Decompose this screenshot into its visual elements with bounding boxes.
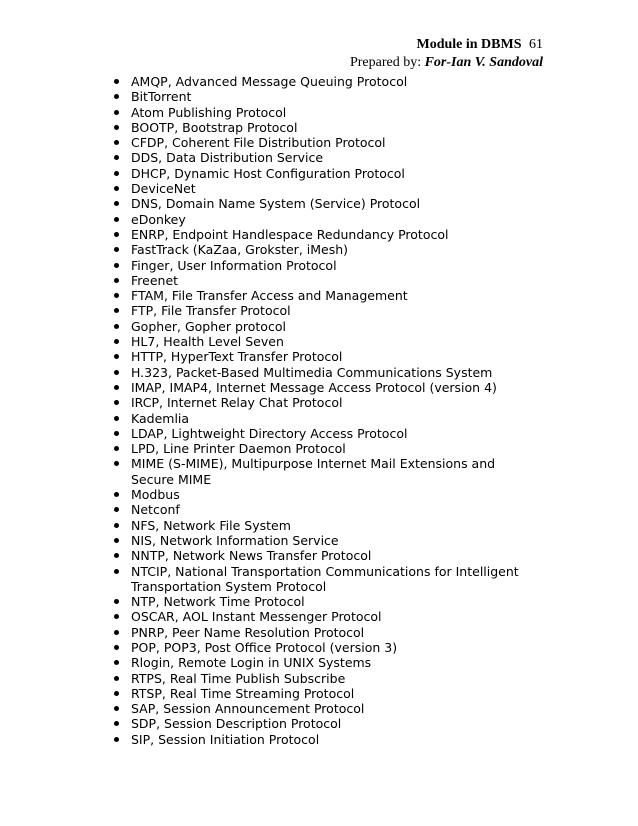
bullet-icon <box>114 385 119 390</box>
bullet-icon <box>114 308 119 313</box>
bullet-icon <box>114 553 119 558</box>
page-number: 61 <box>529 37 543 52</box>
list-item-text: SAP, Session Announcement Protocol <box>131 701 365 717</box>
bullet-icon <box>114 293 119 298</box>
list-item <box>114 426 534 441</box>
bullet-icon <box>114 125 119 130</box>
bullet-icon <box>114 431 119 436</box>
list-item <box>114 487 534 502</box>
list-item-text: RTPS, Real Time Publish Subscribe <box>131 670 346 686</box>
list-item <box>114 548 534 563</box>
list-item-text: NFS, Network File System <box>131 517 291 533</box>
list-item <box>114 135 534 150</box>
list-item-text: DDS, Data Distribution Service <box>131 150 324 166</box>
bullet-icon <box>114 354 119 359</box>
list-item-text: Netconf <box>131 502 180 518</box>
bullet-icon <box>114 263 119 268</box>
list-item <box>114 625 534 640</box>
list-item <box>114 594 534 609</box>
list-item-text: DHCP, Dynamic Host Configuration Protocol <box>131 165 405 181</box>
list-item-text: HL7, Health Level Seven <box>131 334 284 350</box>
list-item <box>114 502 534 517</box>
bullet-icon <box>114 538 119 543</box>
list-item <box>114 242 534 257</box>
bullet-icon <box>114 217 119 222</box>
bullet-icon <box>114 691 119 696</box>
list-item-text: CFDP, Coherent File Distribution Protocol <box>131 135 386 151</box>
bullet-icon <box>114 630 119 635</box>
list-item-text: Modbus <box>131 487 180 503</box>
list-item-text: Atom Publishing Protocol <box>131 104 287 120</box>
list-item <box>114 686 534 701</box>
page-header <box>350 36 543 72</box>
bullet-icon <box>114 676 119 681</box>
list-item-text: ENRP, Endpoint Handlespace Redundancy Protocol <box>131 226 449 242</box>
list-item-text: Rlogin, Remote Login in UNIX Systems <box>131 655 372 671</box>
list-item <box>114 732 534 747</box>
header-module-line <box>350 36 543 54</box>
bullet-icon <box>114 599 119 604</box>
list-item-text: DeviceNet <box>131 181 196 197</box>
list-item-text: Finger, User Information Protocol <box>131 257 337 273</box>
list-item-text: BOOTP, Bootstrap Protocol <box>131 119 298 135</box>
list-item-text: NTCIP, National Transportation Communications for Intelligent Transportation System Protocol <box>131 563 519 594</box>
list-item-text: Gopher, Gopher protocol <box>131 318 286 334</box>
list-item-text: FTP, File Transfer Protocol <box>131 303 291 319</box>
list-item-text: FastTrack (KaZaa, Grokster, iMesh) <box>131 242 349 258</box>
bullet-icon <box>114 201 119 206</box>
bullet-icon <box>114 339 119 344</box>
list-item-text: Freenet <box>131 272 179 288</box>
bullet-icon <box>114 232 119 237</box>
list-item <box>114 181 534 196</box>
list-item-text: RTSP, Real Time Streaming Protocol <box>131 685 355 701</box>
list-item <box>114 196 534 211</box>
bullet-icon <box>114 461 119 466</box>
bullet-icon <box>114 523 119 528</box>
bullet-icon <box>114 324 119 329</box>
prepared-by-label: Prepared by: <box>349 55 422 70</box>
bullet-icon <box>114 660 119 665</box>
bullet-icon <box>114 614 119 619</box>
bullet-icon <box>114 278 119 283</box>
list-item <box>114 258 534 273</box>
list-item-text: NNTP, Network News Transfer Protocol <box>131 548 372 564</box>
list-item <box>114 640 534 655</box>
list-item <box>114 319 534 334</box>
list-item-text: AMQP, Advanced Message Queuing Protocol <box>131 74 408 89</box>
module-title: Module in DBMS <box>416 37 522 52</box>
list-item <box>114 212 534 227</box>
list-item-text: OSCAR, AOL Instant Messenger Protocol <box>131 609 382 625</box>
list-item-text: FTAM, File Transfer Access and Management <box>131 288 408 304</box>
bullet-icon <box>114 110 119 115</box>
list-item <box>114 441 534 456</box>
list-item <box>114 395 534 410</box>
list-item-text: SIP, Session Initiation Protocol <box>131 731 320 747</box>
bullet-icon <box>114 645 119 650</box>
bullet-icon <box>114 247 119 252</box>
bullet-icon <box>114 94 119 99</box>
list-item-text: MIME (S-MIME), Multipurpose Internet Mail Extensions and Secure MIME <box>131 456 496 487</box>
bullet-icon <box>114 416 119 421</box>
bullet-icon <box>114 737 119 742</box>
list-item <box>114 380 534 395</box>
list-item-text: DNS, Domain Name System (Service) Protocol <box>131 196 421 212</box>
list-item <box>114 716 534 731</box>
list-item-text: IRCP, Internet Relay Chat Protocol <box>131 395 343 411</box>
list-item <box>114 655 534 670</box>
list-item <box>114 609 534 624</box>
list-item-text: NIS, Network Information Service <box>131 532 339 548</box>
list-item <box>114 303 534 318</box>
list-item-text: BitTorrent <box>131 89 192 105</box>
list-item-text: H.323, Packet-Based Multimedia Communications System <box>131 364 493 380</box>
list-item <box>114 365 534 380</box>
bullet-icon <box>114 370 119 375</box>
list-item <box>114 89 534 104</box>
list-item <box>114 349 534 364</box>
list-item <box>114 273 534 288</box>
header-prepared-line <box>350 54 543 72</box>
list-item-text: SDP, Session Description Protocol <box>131 716 342 732</box>
list-item <box>114 74 534 89</box>
list-item <box>114 518 534 533</box>
protocol-list <box>114 74 534 747</box>
list-item <box>114 288 534 303</box>
list-item <box>114 150 534 165</box>
list-item-text: Kademlia <box>131 410 190 426</box>
list-item <box>114 564 534 595</box>
list-item <box>114 227 534 242</box>
bullet-icon <box>114 155 119 160</box>
list-item-text: LDAP, Lightweight Directory Access Protocol <box>131 425 408 441</box>
list-item-text: HTTP, HyperText Transfer Protocol <box>131 349 343 365</box>
bullet-icon <box>114 186 119 191</box>
list-item <box>114 411 534 426</box>
list-item <box>114 456 534 487</box>
bullet-icon <box>114 79 119 84</box>
list-item-text: IMAP, IMAP4, Internet Message Access Protocol (version 4) <box>131 379 497 395</box>
list-item <box>114 701 534 716</box>
bullet-icon <box>114 492 119 497</box>
bullet-icon <box>114 171 119 176</box>
list-item-text: LPD, Line Printer Daemon Protocol <box>131 441 346 457</box>
author-name: For-Ian V. Sandoval <box>424 55 543 70</box>
bullet-icon <box>114 446 119 451</box>
bullet-icon <box>114 569 119 574</box>
list-item-text: POP, POP3, Post Office Protocol (version 3) <box>131 639 398 655</box>
bullet-icon <box>114 706 119 711</box>
list-item-text: eDonkey <box>131 211 186 227</box>
bullet-icon <box>114 140 119 145</box>
list-item-text: PNRP, Peer Name Resolution Protocol <box>131 624 365 640</box>
list-item <box>114 671 534 686</box>
list-item-text: NTP, Network Time Protocol <box>131 594 305 610</box>
list-item <box>114 334 534 349</box>
list-item <box>114 533 534 548</box>
bullet-icon <box>114 400 119 405</box>
bullet-icon <box>114 721 119 726</box>
list-item <box>114 105 534 120</box>
list-item <box>114 166 534 181</box>
list-item <box>114 120 534 135</box>
bullet-icon <box>114 507 119 512</box>
